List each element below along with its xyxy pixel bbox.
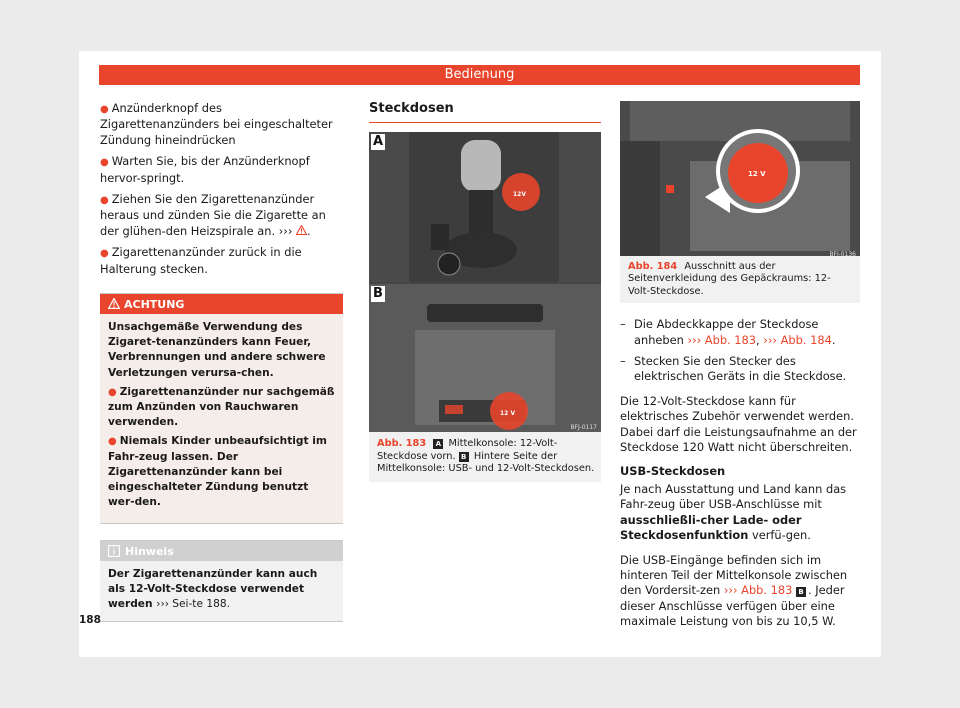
luggage-compartment-illustration <box>620 101 860 256</box>
bullet-item: ● Zigarettenanzünder zurück in die Halterung stecken. <box>100 245 302 276</box>
hint-header: Hinweis <box>100 541 343 561</box>
warning-item: ● Zigarettenanzünder nur sachgemäß zum Anzünden von Rauchwaren verwenden. <box>108 385 335 429</box>
socket-label-rear: 12 V <box>500 410 516 418</box>
figure-ref-link[interactable]: ››› Abb. 184 <box>763 332 832 347</box>
bullet-dot-icon: ● <box>100 195 109 207</box>
figure-184-caption: Abb. 184 Ausschnitt aus der Seitenverkleidung des Gepäckraums: 12-Volt-Steckdose. <box>620 256 860 303</box>
figure-ref-link[interactable]: ››› Abb. 183 <box>687 332 757 347</box>
warning-ref-link[interactable]: ››› <box>278 223 293 238</box>
center-console-photo <box>369 132 601 282</box>
column-right <box>620 101 860 630</box>
box-letter-a: A <box>433 439 443 449</box>
center-console-illustration <box>369 132 601 282</box>
figure-184 <box>620 101 860 256</box>
bullet-item: ● Anzünderknopf des Zigarettenanzünders bei eingeschalteter Zündung hineindrücken <box>100 101 333 147</box>
socket-label-trunk: 12 V <box>748 170 766 178</box>
warning-item: ● Niemals Kinder unbeaufsichtigt im Fahr-zeug lassen. Der Zigarettenanzünder kann bei eingeschalteter Zündung benutzt wer-den. <box>108 435 327 509</box>
bullet-dot-icon: ● <box>108 386 117 398</box>
paragraph: Die 12-Volt-Steckdose kann für elektrisches Zubehör verwendet werden. Dabei darf die Leistungsaufnahme an der Steckdose 120 Watt nicht überschreiten. <box>620 393 857 455</box>
figure-183-caption: Abb. 183 A Mittelkonsole: 12-Volt-Steckdose vorn. B Hintere Seite der Mittelkonsole: USB- und 12-Volt-Steckdosen. <box>369 432 601 481</box>
rear-console-photo <box>369 284 601 432</box>
page-ref-link[interactable]: ››› Sei-te 188. <box>156 597 230 610</box>
bullet-dot-icon: ● <box>100 248 109 260</box>
column-middle <box>369 101 601 482</box>
section-title: Steckdosen <box>369 101 601 123</box>
bullet-dot-icon: ● <box>100 104 109 115</box>
figure-183 <box>369 132 601 432</box>
info-icon <box>108 545 120 557</box>
box-letter-b: B <box>459 452 469 462</box>
warning-box <box>100 293 343 523</box>
socket-label-front: 12V <box>513 191 526 199</box>
figure-ref-link[interactable]: ››› Abb. 183 <box>723 583 793 598</box>
manual-page <box>79 51 881 657</box>
step-item: – Stecken Sie den Stecker des elektrischen Geräts in die Steckdose. <box>620 354 847 384</box>
figure-letter-b: B <box>371 286 385 302</box>
column-left <box>100 101 343 622</box>
rear-console-illustration <box>369 284 601 432</box>
step-item: – Die Abdeckkappe der Steckdose anheben ››› Abb. 183, ››› Abb. 184. <box>620 317 836 347</box>
subheading: USB-Steckdosen <box>620 464 726 479</box>
warning-header: ACHTUNG <box>100 294 343 314</box>
hint-body: Der Zigarettenanzünder kann auch als 12-Volt-Steckdose verwendet werden ››› Sei-te 188. <box>108 567 318 610</box>
bullet-item: ● Ziehen Sie den Zigarettenanzünder heraus und zünden Sie die Zigarette an der glühen-den Heizspirale an. ››› . <box>100 192 326 238</box>
bullet-dot-icon: ● <box>108 436 117 448</box>
section-header: Bedienung <box>99 65 860 85</box>
paragraph: Die USB-Eingänge befinden sich im hinteren Teil der Mittelkonsole zwischen den Vordersit-zen ››› Abb. 183 B . Jeder dieser Anschlüsse verfügen über eine maximale Leistung von bis zu 10,5 W. <box>620 552 848 629</box>
image-code: BFJ-0117 <box>570 424 597 432</box>
bullet-item: ● Warten Sie, bis der Anzünderknopf hervor-springt. <box>100 154 310 185</box>
image-code: BFJ-0136 <box>829 251 856 256</box>
box-letter-b: B <box>796 587 806 597</box>
warning-triangle-icon <box>296 225 307 235</box>
warning-body: Unsachgemäße Verwendung des Zigaret-tenanzünders kann Feuer, Verbrennungen und andere schwere Verletzungen verursa-chen. ● Zigarettenanzünder nur sachgemäß zum Anzünden von Rauchwaren verwenden. ● Niemals Kinder unbeaufsichtigt im Fahr-zeug lassen. Der Zigarettenanzünder kann bei eingeschalteter Zündung benutzt wer-den. <box>100 314 343 522</box>
bullet-dot-icon: ● <box>100 157 109 169</box>
page-number: 188 <box>79 614 101 626</box>
hint-box <box>100 540 343 623</box>
warning-triangle-icon <box>108 298 120 309</box>
figure-letter-a: A <box>372 134 384 150</box>
paragraph: Je nach Ausstattung und Land kann das Fahr-zeug über USB-Anschlüsse mit ausschließli-cher Lade- oder Steckdosenfunktion verfü-gen. <box>620 481 847 543</box>
